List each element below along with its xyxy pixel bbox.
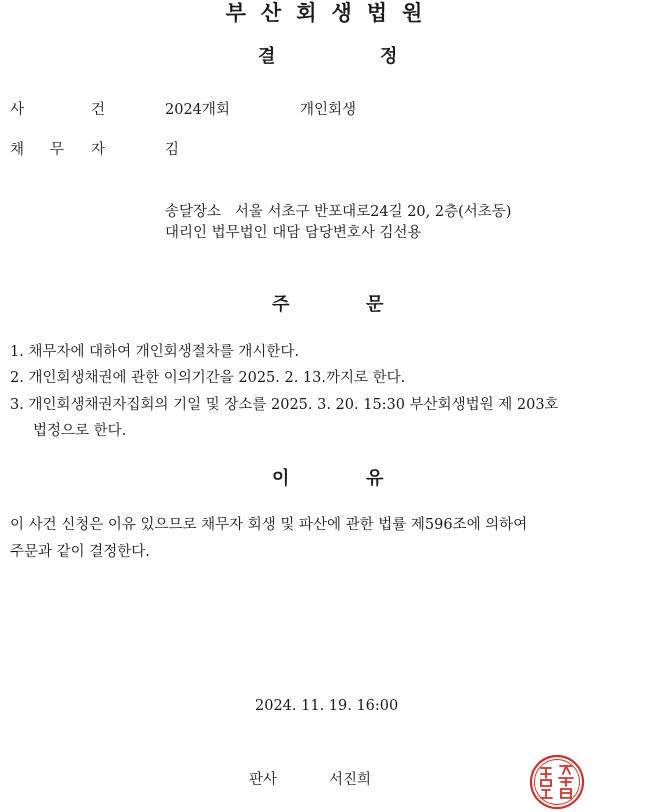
debtor-name: 김	[165, 142, 180, 158]
order-heading-char-1: 주	[272, 294, 290, 315]
service-address: 송달장소 서울 서초구 반포대로24길 20, 2층(서초동)	[165, 204, 512, 220]
court-name: 부산회생법원	[225, 1, 438, 25]
case-number: 2024개회	[165, 102, 230, 118]
debtor-label-char-3: 자	[91, 142, 106, 158]
debtor-label-char-2: 무	[50, 142, 65, 158]
reason-line-1: 이 사건 신청은 이유 있으므로 채무자 회생 및 파산에 관한 법률 제596조에 의하여	[10, 517, 528, 533]
reason-line-2: 주문과 같이 결정한다.	[10, 544, 150, 560]
representative: 대리인 법무법인 대담 담당변호사 김선용	[165, 225, 422, 241]
order-heading-char-2: 문	[366, 294, 384, 315]
order-item-2: 2. 개인회생채권에 관한 이의기간을 2025. 2. 13.까지로 한다.	[10, 370, 406, 386]
reason-heading-char-1: 이	[272, 468, 290, 489]
case-label-char-2: 건	[91, 102, 106, 118]
reason-heading-char-2: 유	[366, 468, 384, 489]
judge-title: 판사	[249, 772, 278, 788]
doc-type-char-2: 정	[380, 46, 398, 67]
order-item-3-continued: 법정으로 한다.	[33, 423, 127, 439]
judge-name: 서진희	[329, 772, 372, 788]
debtor-label-char-1: 채	[10, 142, 25, 158]
judge-seal-icon	[527, 752, 587, 812]
order-item-1: 1. 채무자에 대하여 개인회생절차를 개시한다.	[10, 344, 300, 360]
case-label-char-1: 사	[10, 102, 25, 118]
doc-type-char-1: 결	[258, 46, 276, 67]
case-type: 개인회생	[300, 102, 357, 118]
decision-datetime: 2024. 11. 19. 16:00	[255, 698, 399, 714]
order-item-3: 3. 개인회생채권자집회의 기일 및 장소를 2025. 3. 20. 15:30 부산회생법원 제 203호	[10, 397, 559, 413]
